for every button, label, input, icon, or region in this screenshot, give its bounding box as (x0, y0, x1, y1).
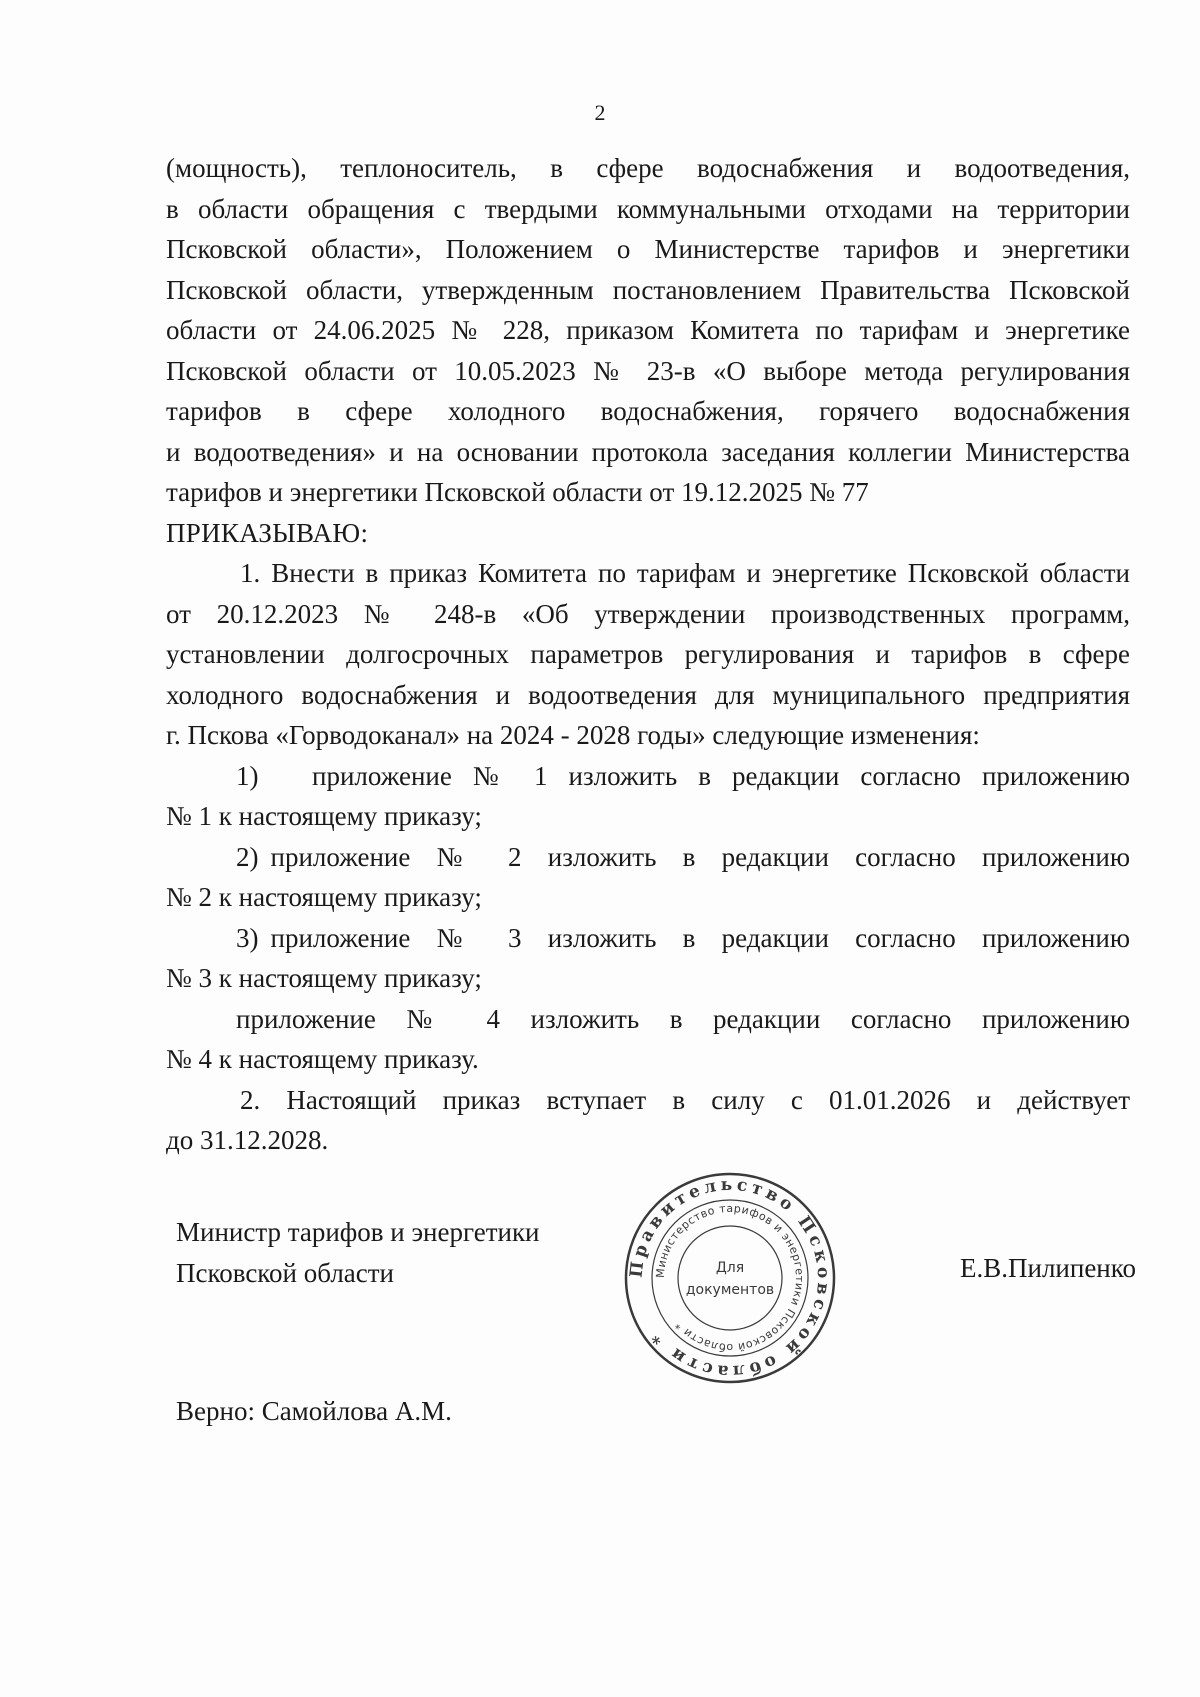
preamble-line: области от 24.06.2025 № 228, приказом Комитета по тарифам и энергетике (166, 315, 1130, 345)
preamble-line: и водоотведения» и на основании протокола заседания коллегии Министерства (166, 436, 1130, 467)
subitem-text: приложение № 3 изложить в редакции согласно приложению (270, 922, 1130, 953)
signatory-title (176, 1212, 540, 1294)
stamp-inner-ring (678, 1226, 782, 1330)
subitem-3 (166, 918, 1130, 999)
official-stamp (620, 1168, 840, 1388)
order-word: ПРИКАЗЫВАЮ: (166, 517, 369, 548)
preamble-line: тарифов в сфере холодного водоснабжения, горячего водоснабжения (166, 396, 1130, 426)
subitem-continuation: № 2 к настоящему приказу; (166, 882, 482, 912)
stamp-inner-text: Министерство тарифов и энергетики Псковской области * (653, 1201, 807, 1355)
preamble-line: тарифов и энергетики Псковской области от 19.12.2025 № 77 (166, 477, 869, 507)
subitem-line (166, 999, 1130, 1040)
stamp-outer-text: Правительство Псковской области * (626, 1174, 834, 1382)
clause-1-line: холодного водоснабжения и водоотведения для муниципального предприятия (166, 679, 1130, 710)
subitem-text: приложение № 2 изложить в редакции согласно приложению (270, 841, 1130, 872)
subitem-number: 2) (236, 841, 259, 872)
preamble-paragraph (166, 148, 1130, 513)
signatory-title-line: Псковской области (176, 1258, 395, 1288)
subitem-1 (166, 756, 1130, 837)
clause-1-line: 1. Внести в приказ Комитета по тарифам и энергетике Псковской области (240, 558, 1130, 588)
subitem-continuation: № 4 к настоящему приказу. (166, 1044, 479, 1074)
stamp-center-line-2: документов (685, 1282, 775, 1298)
preamble-line: в области обращения с твердыми коммунальными отходами на территории (166, 193, 1130, 224)
preamble-line: (мощность), теплоноситель, в сфере водоснабжения и водоотведения, (166, 153, 1130, 183)
subitem-number: 1) (236, 760, 259, 791)
subitem-4 (166, 999, 1130, 1080)
signatory-title-line: Министр тарифов и энергетики (176, 1217, 540, 1247)
clause-2-line: 2. Настоящий приказ вступает в силу с 01.01.2026 и действует (240, 1084, 1130, 1115)
stamp-center-line-1: Для (715, 1260, 745, 1276)
subitem-number: 3) (236, 922, 259, 953)
subitem-line (166, 756, 1130, 797)
clause-2-line: до 31.12.2028. (166, 1125, 329, 1155)
subitem-text: приложение № 4 изложить в редакции согласно приложению (236, 1003, 1130, 1034)
subitem-continuation: № 1 к настоящему приказу; (166, 801, 482, 831)
certified-copy-note: Верно: Самойлова А.М. (176, 1396, 452, 1426)
subitem-2 (166, 837, 1130, 918)
preamble-line: Псковской области, утвержденным постановлением Правительства Псковской (166, 274, 1130, 305)
document-body (166, 148, 1130, 1161)
clause-1-line: от 20.12.2023 № 248-в «Об утверждении производственных программ, (166, 598, 1130, 629)
clause-1-line: установлении долгосрочных параметров регулирования и тарифов в сфере (166, 639, 1130, 669)
preamble-line: Псковской области от 10.05.2023 № 23-в «О выборе метода регулирования (166, 355, 1130, 386)
clause-1 (166, 553, 1130, 756)
signatory-name: Е.В.Пилипенко (960, 1253, 1137, 1283)
subitem-continuation: № 3 к настоящему приказу; (166, 963, 482, 993)
clause-2 (166, 1080, 1130, 1161)
page-number: 2 (594, 100, 606, 125)
stamp-middle-ring (652, 1200, 808, 1356)
clause-1-line: г. Пскова «Горводоканал» на 2024 - 2028 годы» следующие изменения: (166, 720, 980, 750)
subitem-line (166, 918, 1130, 959)
subitem-line (166, 837, 1130, 878)
subitem-text: приложение № 1 изложить в редакции согласно приложению (312, 760, 1130, 791)
preamble-line: Псковской области», Положением о Министерстве тарифов и энергетики (166, 234, 1130, 264)
